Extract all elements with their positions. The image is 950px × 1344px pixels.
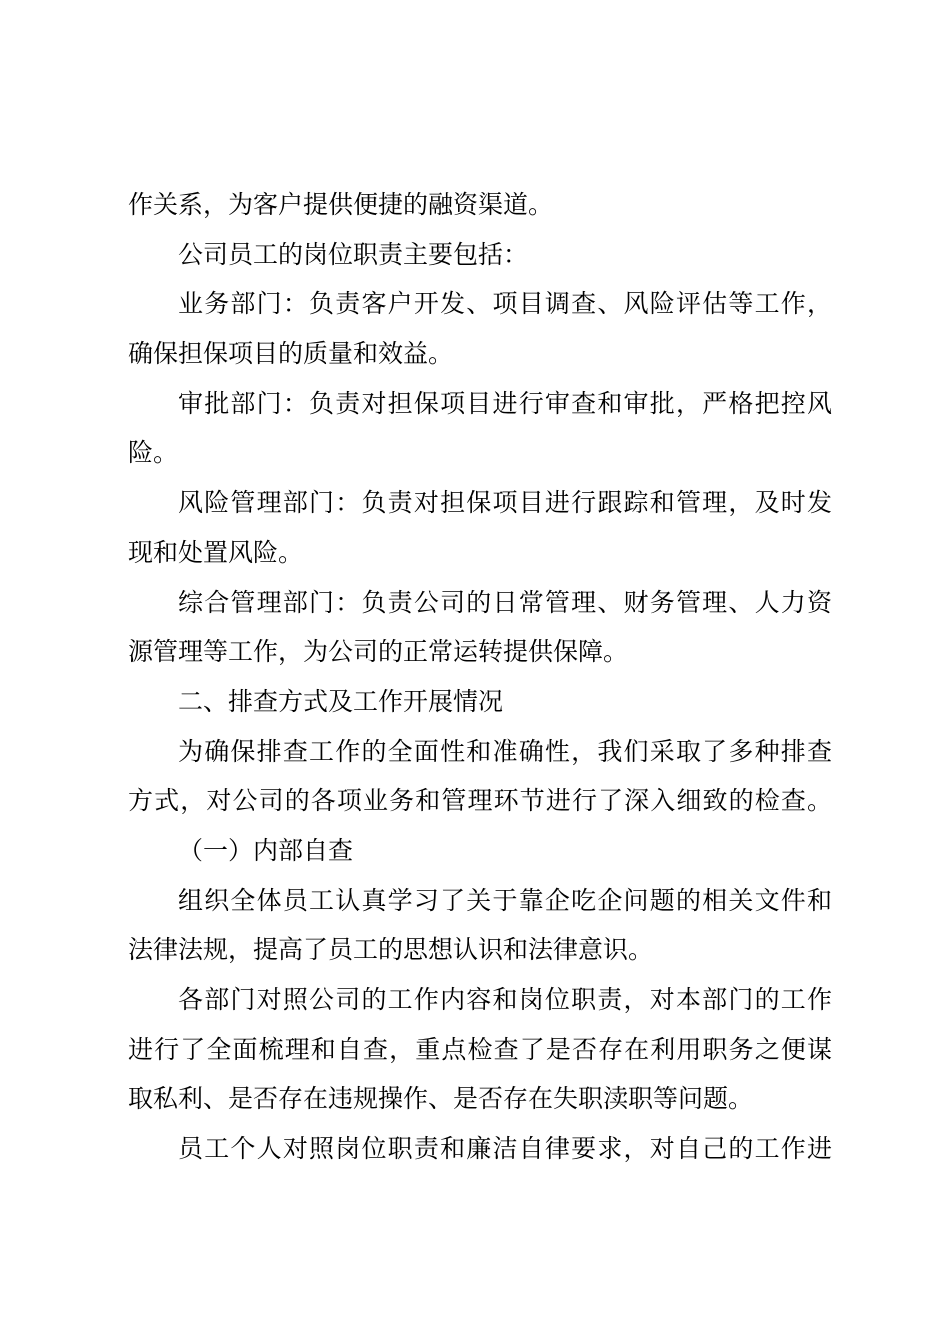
text-line: 各部门对照公司的工作内容和岗位职责，对本部门的工作: [178, 985, 832, 1014]
text-line: 审批部门：负责对担保项目进行审查和审批，严格把控风: [178, 388, 832, 418]
text-line: 公司员工的岗位职责主要包括：: [178, 239, 529, 269]
text-line: 法律法规，提高了员工的思想认识和法律意识。: [128, 935, 654, 965]
text-line: 方式，对公司的各项业务和管理环节进行了深入细致的检查。: [128, 786, 832, 816]
section-heading: 二、排查方式及工作开展情况: [178, 686, 504, 716]
text-line: 取私利、是否存在违规操作、是否存在失职渎职等问题。: [128, 1084, 754, 1114]
text-line: 作关系，为客户提供便捷的融资渠道。: [128, 190, 554, 219]
text-line: 员工个人对照岗位职责和廉洁自律要求，对自己的工作进: [178, 1134, 832, 1164]
subsection-heading: （一）内部自查: [178, 835, 354, 865]
text-line: 业务部门：负责客户开发、项目调查、风险评估等工作，: [178, 289, 832, 319]
text-line: 综合管理部门：负责公司的日常管理、财务管理、人力资: [178, 587, 832, 617]
text-line: 险。: [128, 438, 179, 468]
text-line: 现和处置风险。: [128, 537, 304, 567]
body-text: [128, 180, 832, 1174]
text-line: 源管理等工作，为公司的正常运转提供保障。: [128, 637, 629, 667]
text-line: 为确保排查工作的全面性和准确性，我们采取了多种排查: [178, 736, 832, 766]
text-line: 风险管理部门：负责对担保项目进行跟踪和管理，及时发: [178, 488, 832, 518]
text-line: 进行了全面梳理和自查，重点检查了是否存在利用职务之便谋: [128, 1034, 832, 1064]
text-line: 组织全体员工认真学习了关于靠企吃企问题的相关文件和: [178, 885, 832, 915]
text-line: 确保担保项目的质量和效益。: [128, 339, 454, 369]
